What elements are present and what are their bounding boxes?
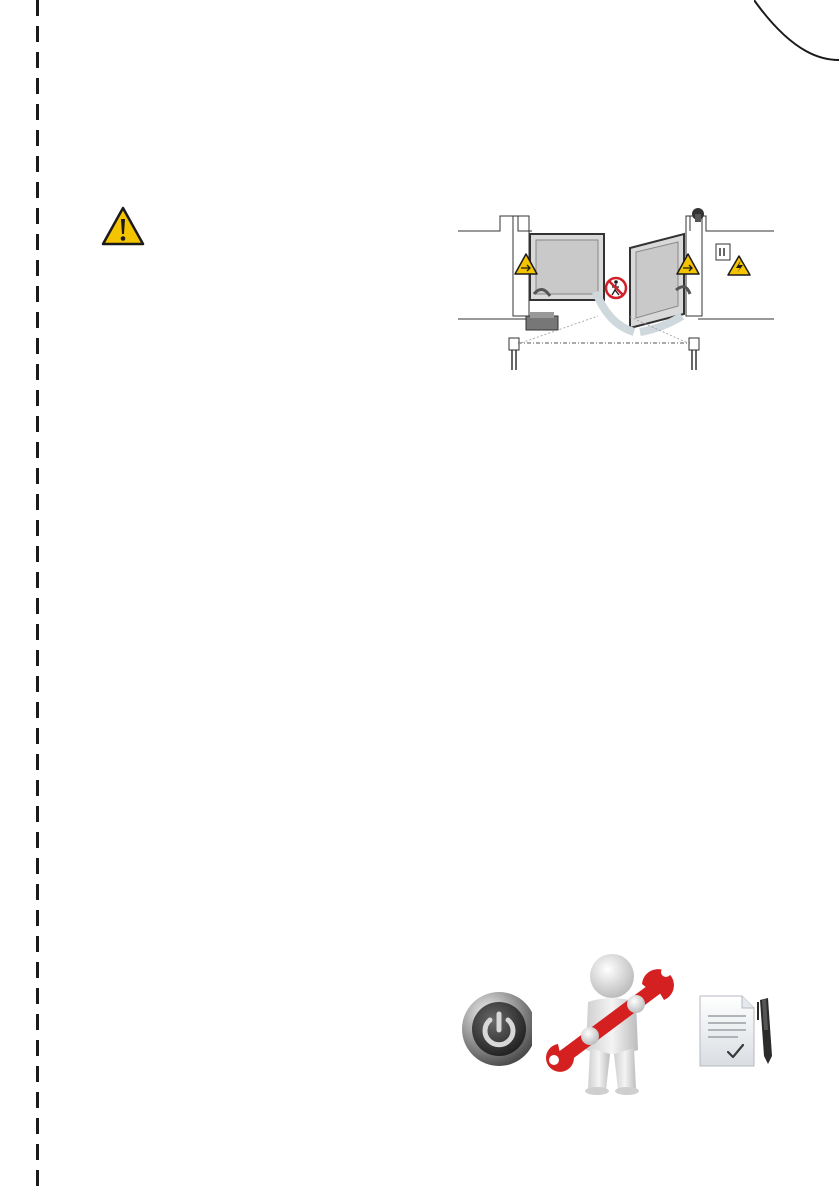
no-pedestrian-icon	[606, 278, 626, 298]
electric-hazard-icon	[728, 256, 750, 275]
signed-document-icon	[696, 990, 778, 1068]
warning-triangle-icon	[101, 206, 145, 246]
dashed-cut-line	[36, 0, 39, 1191]
gate-installation-diagram	[458, 204, 774, 376]
technician-with-wrench-icon	[532, 950, 700, 1096]
page-corner-arc	[754, 0, 839, 62]
icon-row	[458, 950, 778, 1100]
power-button-icon	[460, 990, 538, 1068]
